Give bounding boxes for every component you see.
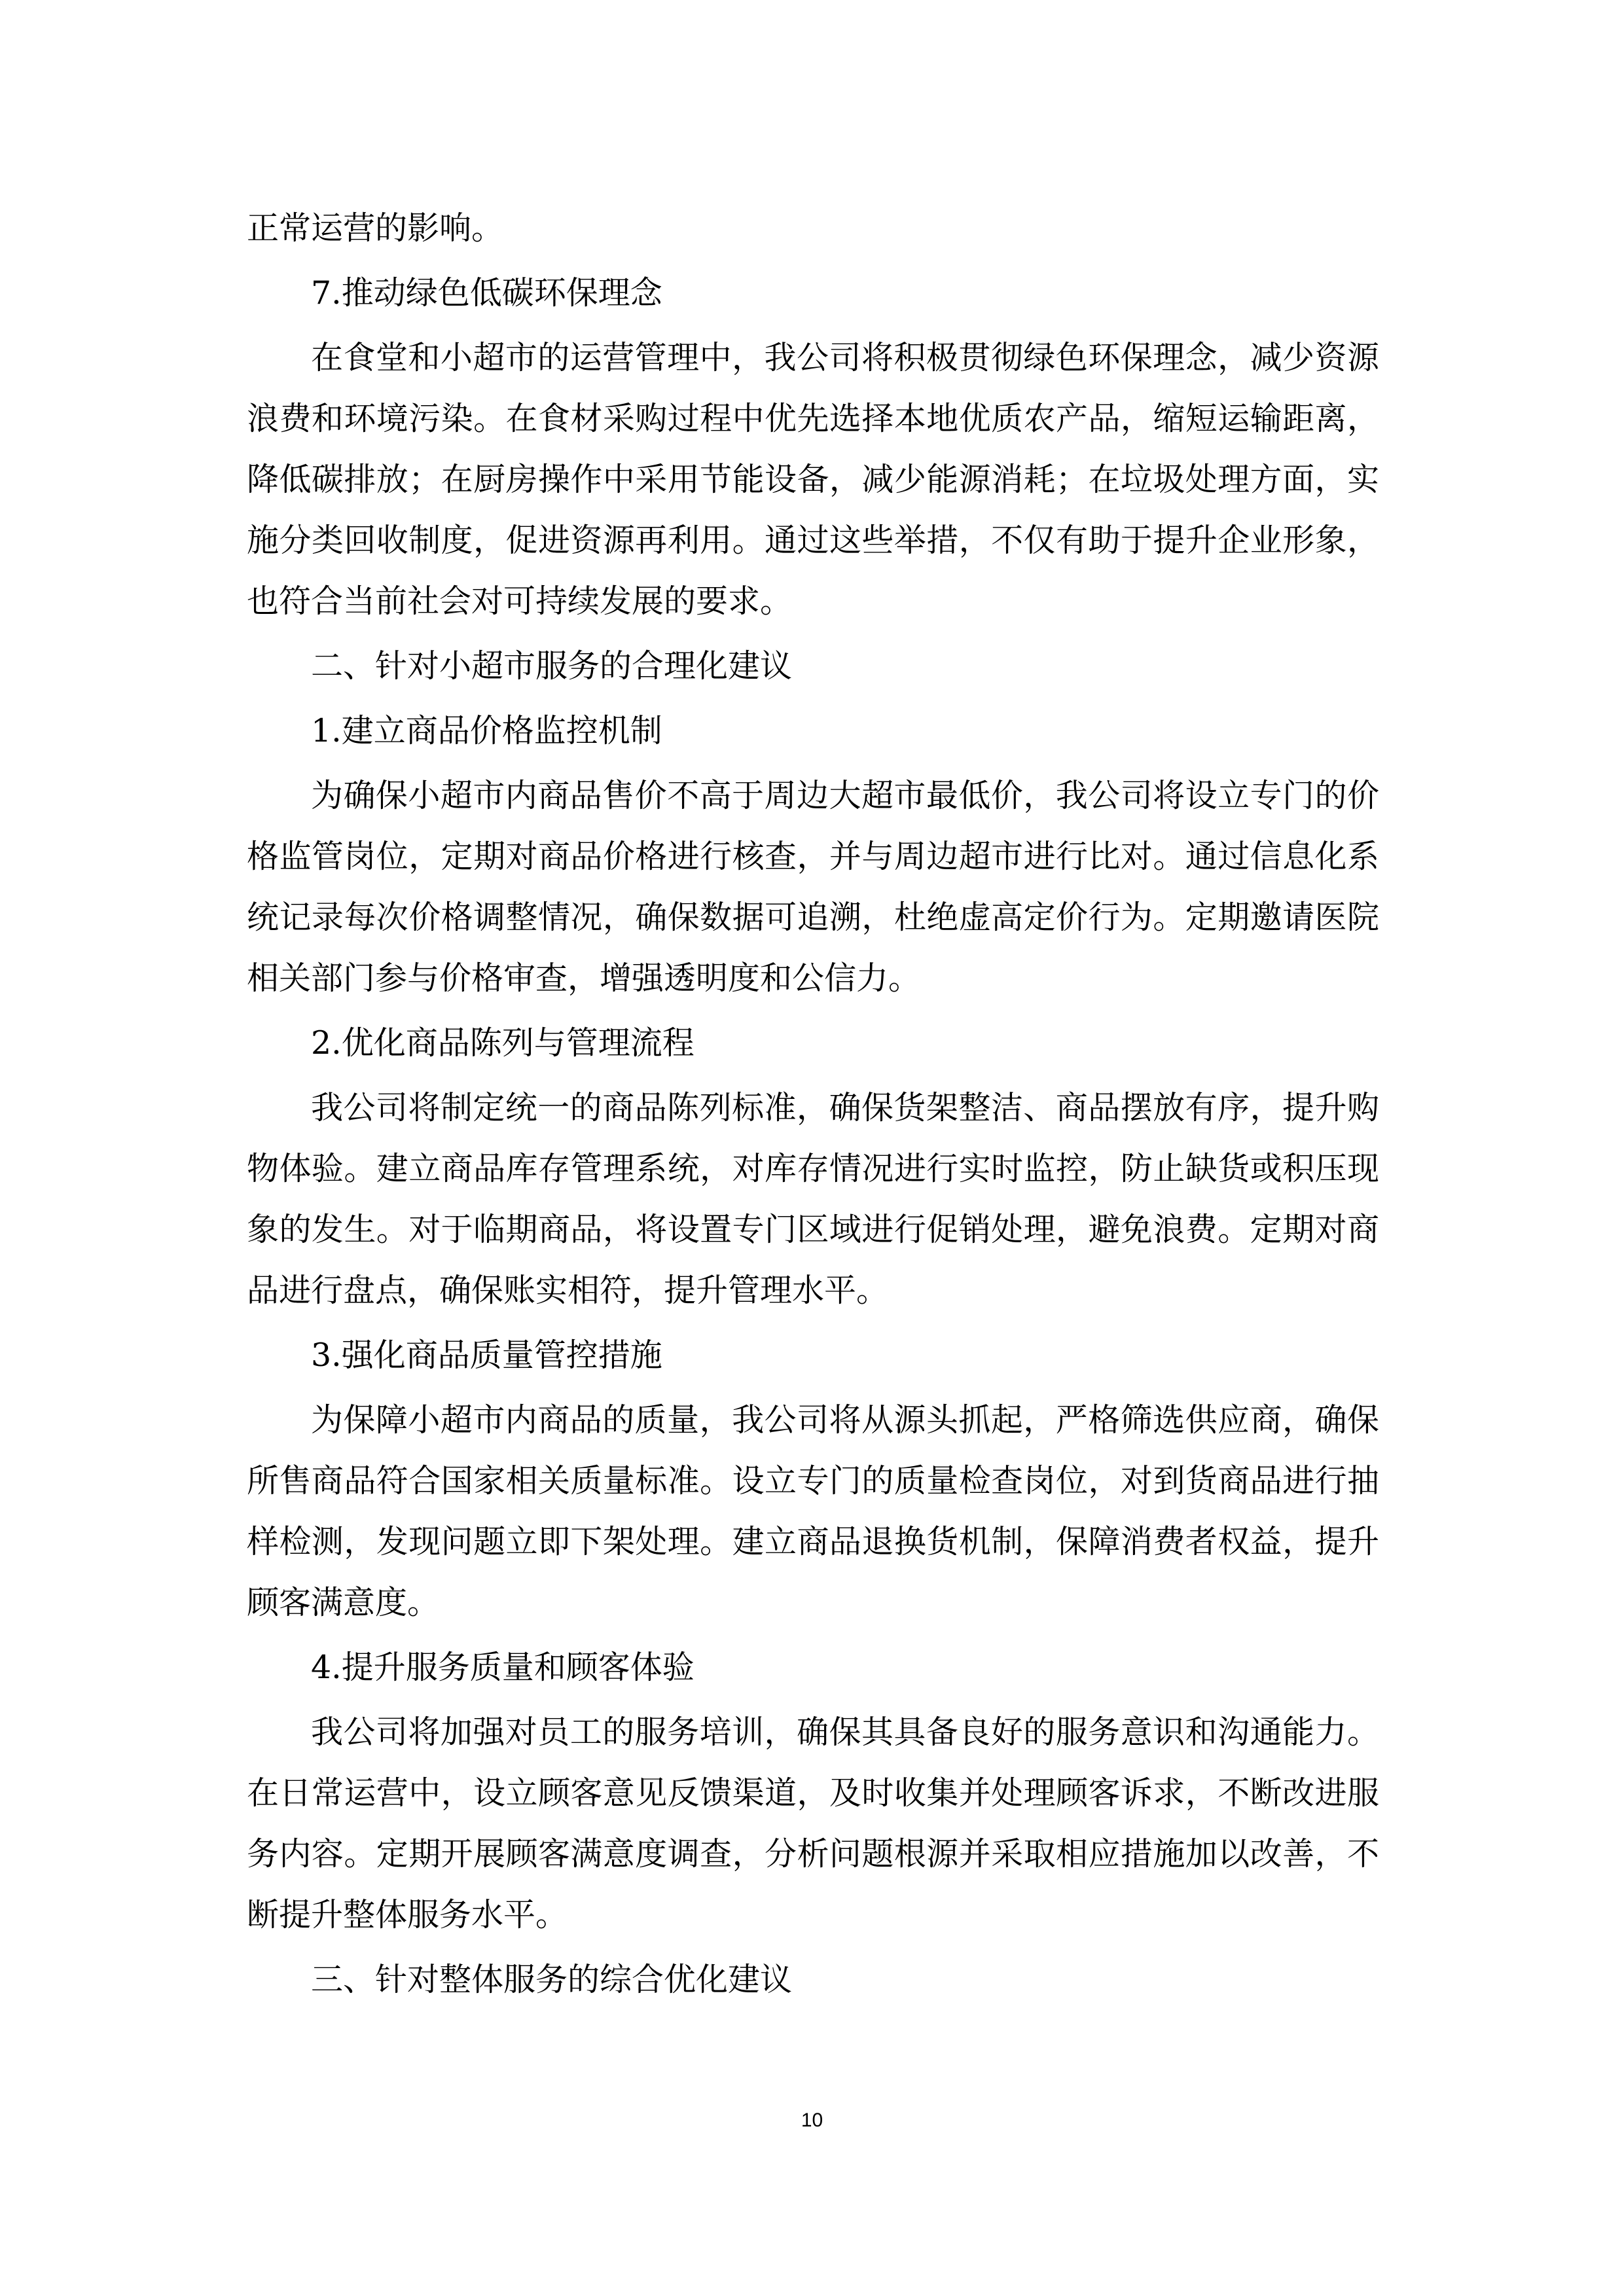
paragraph-quality-control: 为保障小超市内商品的质量，我公司将从源头抓起，严格筛选供应商，确保所售商品符合国家相关质量标准。设立专门的质量检查岗位，对到货商品进行抽样检测，发现问题立即下架处理。建立商品退换货机制，保障消费者权益，提升顾客满意度。 xyxy=(247,1401,1379,1621)
paragraph-service-quality: 我公司将加强对员工的服务培训，确保其具备良好的服务意识和沟通能力。在日常运营中，设立顾客意见反馈渠道，及时收集并处理顾客诉求，不断改进服务内容。定期开展顾客满意度调查，分析问题根源并采取相应措施加以改善，不断提升整体服务水平。 xyxy=(247,1713,1379,1933)
section-heading-1: 1.建立商品价格监控机制 xyxy=(311,712,662,749)
section-heading-2: 2.优化商品陈列与管理流程 xyxy=(311,1024,695,1062)
continued-text: 正常运营的影响。 xyxy=(247,209,504,247)
page-number: 10 xyxy=(801,2109,823,2131)
section-heading-3: 3.强化商品质量管控措施 xyxy=(311,1336,662,1374)
body-text xyxy=(247,198,1379,2010)
paragraph-price-monitoring: 为确保小超市内商品售价不高于周边大超市最低价，我公司将设立专门的价格监管岗位，定期对商品价格进行核查，并与周边超市进行比对。通过信息化系统记录每次价格调整情况，确保数据可追溯，杜绝虚高定价行为。定期邀请医院相关部门参与价格审查，增强透明度和公信力。 xyxy=(247,777,1379,997)
section-heading-7: 7.推动绿色低碳环保理念 xyxy=(311,274,662,312)
paragraph-display-management: 我公司将制定统一的商品陈列标准，确保货架整洁、商品摆放有序，提升购物体验。建立商品库存管理系统，对库存情况进行实时监控，防止缺货或积压现象的发生。对于临期商品，将设置专门区域进行促销处理，避免浪费。定期对商品进行盘点，确保账实相符，提升管理水平。 xyxy=(247,1089,1379,1309)
chapter-heading-3: 三、针对整体服务的综合优化建议 xyxy=(311,1961,793,1998)
chapter-heading-2: 二、针对小超市服务的合理化建议 xyxy=(311,647,793,685)
section-heading-4: 4.提升服务质量和顾客体验 xyxy=(311,1649,695,1686)
paragraph-green-operations: 在食堂和小超市的运营管理中，我公司将积极贯彻绿色环保理念，减少资源浪费和环境污染。在食材采购过程中优先选择本地优质农产品，缩短运输距离，降低碳排放；在厨房操作中采用节能设备，减少能源消耗；在垃圾处理方面，实施分类回收制度，促进资源再利用。通过这些举措，不仅有助于提升企业形象，也符合当前社会对可持续发展的要求。 xyxy=(247,339,1379,620)
